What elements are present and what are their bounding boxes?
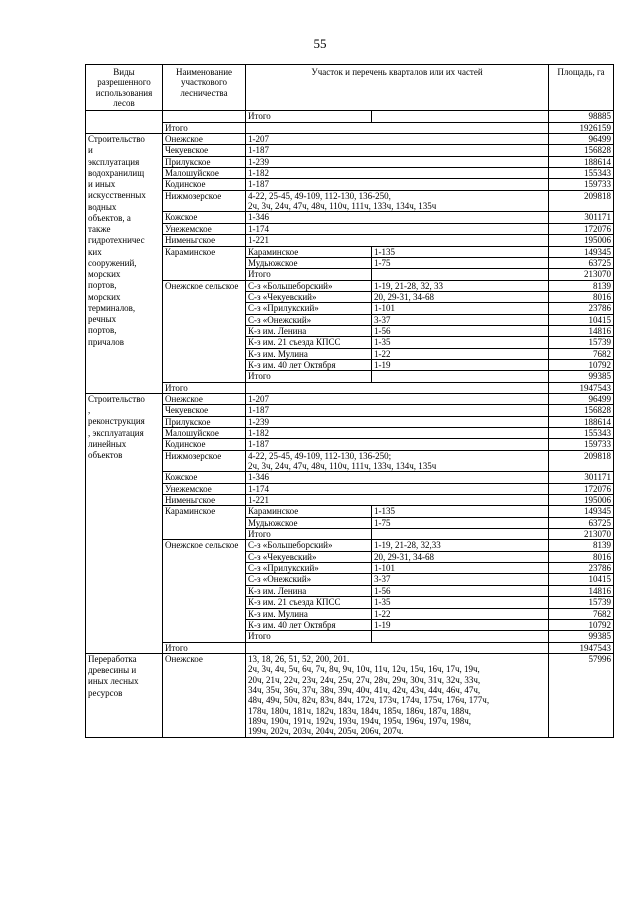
area-value: 23786 <box>549 563 614 574</box>
quarters-cell <box>246 235 549 246</box>
itogo-label: Итого <box>163 122 246 133</box>
area-value: 156828 <box>549 405 614 416</box>
table-row <box>86 223 614 234</box>
table-row <box>86 405 614 416</box>
forestry-name: Кожское <box>163 472 246 483</box>
area-value: 188614 <box>549 416 614 427</box>
quarters-text: 189ч, 190ч, 191ч, 192ч, 193ч, 194ч, 195ч, 196ч, 197ч, 198ч, <box>248 715 472 726</box>
total-row <box>86 382 614 393</box>
area-value: 195006 <box>549 235 614 246</box>
empty-cell <box>372 371 549 382</box>
area-value: 155343 <box>549 428 614 439</box>
empty-cell <box>246 382 549 393</box>
area-value: 301171 <box>549 472 614 483</box>
area-value: 155343 <box>549 168 614 179</box>
table-row <box>86 506 614 517</box>
area-value: 156828 <box>549 145 614 156</box>
site-name: К-з им. Ленина <box>246 585 372 596</box>
quarters-text: 1-187 <box>248 179 269 190</box>
forestry-name: Караминское <box>163 246 246 280</box>
forestry-name: Кодинское <box>163 439 246 450</box>
area-value: 172076 <box>549 483 614 494</box>
table-row <box>86 111 614 122</box>
quarters-text: 2ч, 3ч, 24ч, 47ч, 48ч, 110ч, 111ч, 133ч, 134ч, 135ч <box>248 201 437 212</box>
table-row <box>86 472 614 483</box>
area-value: 96499 <box>549 393 614 404</box>
quarters-cell: 20, 29-31, 34-68 <box>372 551 549 562</box>
quarters-text: 1-346 <box>248 212 269 223</box>
forestry-name: Нижмозерское <box>163 190 246 212</box>
area-value: 149345 <box>549 246 614 257</box>
site-name: К-з им. Ленина <box>246 325 372 336</box>
itogo-label: Итого <box>246 269 372 280</box>
use-type-line: линейных <box>88 438 127 449</box>
quarters-cell: 3-37 <box>372 574 549 585</box>
area-value: 14816 <box>549 585 614 596</box>
quarters-text: 1-187 <box>248 439 269 450</box>
empty-cell <box>372 529 549 540</box>
quarters-cell: 1-135 <box>372 246 549 257</box>
area-value: 213070 <box>549 529 614 540</box>
quarters-text: 4-22, 25-45, 49-109, 112-130, 136-250, <box>248 190 391 201</box>
quarters-text: 1-174 <box>248 483 269 494</box>
area-value: 98885 <box>549 111 614 122</box>
use-type-line: также <box>88 224 111 235</box>
empty-cell <box>372 631 549 642</box>
itogo-label: Итого <box>246 111 372 122</box>
quarters-cell: 3-37 <box>372 314 549 325</box>
site-name: С-з «Чекуевский» <box>246 551 372 562</box>
use-type-line: сооружений, <box>88 257 137 268</box>
use-type-cell <box>86 134 163 394</box>
area-value: 195006 <box>549 495 614 506</box>
quarters-text: 1-239 <box>248 416 269 427</box>
use-type-line: эксплуатация <box>88 156 140 167</box>
quarters-text: 1-207 <box>248 393 269 404</box>
site-name: К-з им. Мулина <box>246 608 372 619</box>
quarters-cell: 1-75 <box>372 517 549 528</box>
area-value: 99385 <box>549 371 614 382</box>
area-value: 1926159 <box>549 122 614 133</box>
area-value: 63725 <box>549 517 614 528</box>
site-name: Караминское <box>246 506 372 517</box>
quarters-cell: 1-19 <box>372 619 549 630</box>
quarters-text: 1-182 <box>248 168 269 179</box>
area-value: 1947543 <box>549 382 614 393</box>
quarters-cell <box>246 405 549 416</box>
quarters-cell: 1-35 <box>372 597 549 608</box>
quarters-cell: 1-19 <box>372 359 549 370</box>
quarters-text: 2ч, 3ч, 24ч, 47ч, 48ч, 110ч, 111ч, 133ч, 134ч, 135ч <box>248 461 437 472</box>
use-type-line: реконструкция <box>88 416 145 427</box>
quarters-cell <box>246 134 549 145</box>
use-type-line: и иных <box>88 179 116 190</box>
site-name: С-з «Онежский» <box>246 574 372 585</box>
forestry-name: Прилукское <box>163 156 246 167</box>
table-row <box>86 235 614 246</box>
empty-cell <box>86 111 163 134</box>
use-type-line: гидротехничес <box>88 235 145 246</box>
site-name: Мудьюжское <box>246 257 372 268</box>
table-row <box>86 212 614 223</box>
quarters-cell <box>246 495 549 506</box>
area-value: 301171 <box>549 212 614 223</box>
quarters-cell: 1-135 <box>372 506 549 517</box>
quarters-text: 20ч, 21ч, 22ч, 23ч, 24ч, 25ч, 27ч, 28ч, 29ч, 30ч, 31ч, 32ч, 33ч, <box>248 674 481 685</box>
table-row <box>86 122 614 133</box>
area-value: 7682 <box>549 348 614 359</box>
quarters-text: 1-221 <box>248 235 269 246</box>
use-type-line: Строительство <box>88 134 145 145</box>
quarters-cell <box>246 145 549 156</box>
use-type-line: искусственных <box>88 190 146 201</box>
area-value: 10415 <box>549 574 614 585</box>
area-value: 188614 <box>549 156 614 167</box>
quarters-cell: 1-56 <box>372 325 549 336</box>
quarters-cell <box>246 472 549 483</box>
area-value: 209818 <box>549 190 614 212</box>
table-row <box>86 540 614 551</box>
site-name: К-з им. 21 съезда КПСС <box>246 337 372 348</box>
total-row <box>86 642 614 653</box>
forestry-name: Малошуйское <box>163 428 246 439</box>
forestry-name: Чекуевское <box>163 405 246 416</box>
site-name: С-з «Чекуевский» <box>246 291 372 302</box>
quarters-cell <box>246 179 549 190</box>
table-row <box>86 483 614 494</box>
table-row <box>86 156 614 167</box>
forestry-name: Малошуйское <box>163 168 246 179</box>
site-name: Мудьюжское <box>246 517 372 528</box>
site-name: К-з им. 40 лет Октября <box>246 359 372 370</box>
itogo-label: Итого <box>246 529 372 540</box>
forestry-name: Унежемское <box>163 483 246 494</box>
quarters-text: 199ч, 202ч, 203ч, 204ч, 205ч, 206ч, 207ч. <box>248 726 404 737</box>
quarters-cell: 20, 29-31, 34-68 <box>372 291 549 302</box>
site-name: С-з «Прилукский» <box>246 563 372 574</box>
area-value: 15739 <box>549 337 614 348</box>
quarters-cell <box>246 393 549 404</box>
itogo-label: Итого <box>246 631 372 642</box>
quarters-text: 34ч, 35ч, 36ч, 37ч, 38ч, 39ч, 40ч, 41ч, 42ч, 43ч, 44ч, 46ч, 47ч, <box>248 684 481 695</box>
table-row <box>86 246 614 257</box>
use-type-line: , <box>88 405 91 416</box>
empty-cell <box>163 111 246 122</box>
quarters-cell: 1-19, 21-28, 32, 33 <box>372 280 549 291</box>
forest-use-table <box>85 64 614 738</box>
quarters-cell <box>246 212 549 223</box>
quarters-text: 1-346 <box>248 472 269 483</box>
area-value: 15739 <box>549 597 614 608</box>
header-row <box>86 65 614 111</box>
use-type-line: водохранилищ <box>88 167 145 178</box>
table-row <box>86 428 614 439</box>
forestry-name: Онежское сельское <box>163 280 246 382</box>
site-name: К-з им. 40 лет Октября <box>246 619 372 630</box>
quarters-text: 1-182 <box>248 428 269 438</box>
quarters-text: 13, 18, 26, 51, 52, 200, 201. <box>248 653 350 664</box>
use-type-line: портов, <box>88 325 117 336</box>
quarters-cell: 1-19, 21-28, 32,33 <box>372 540 549 551</box>
use-type-line: Строительство <box>88 393 145 404</box>
area-value: 10792 <box>549 619 614 630</box>
table-row <box>86 168 614 179</box>
quarters-cell: 1-75 <box>372 257 549 268</box>
use-type-line: и <box>88 145 93 156</box>
area-value: 213070 <box>549 269 614 280</box>
quarters-text: 2ч, 3ч, 4ч, 5ч, 6ч, 7ч, 8ч, 9ч, 10ч, 11ч, 12ч, 15ч, 16ч, 17ч, 19ч, <box>248 664 480 675</box>
quarters-text: 4-22, 25-45, 49-109, 112-130, 136-250; <box>248 450 392 461</box>
use-type-line: речных <box>88 314 117 325</box>
use-type-line: морских <box>88 269 121 280</box>
empty-cell <box>372 111 549 122</box>
area-value: 23786 <box>549 303 614 314</box>
forestry-name: Нижмозерское <box>163 450 246 472</box>
empty-cell <box>246 642 549 653</box>
quarters-cell: 1-101 <box>372 563 549 574</box>
empty-cell <box>246 122 549 133</box>
use-type-line: ресурсов <box>88 687 123 698</box>
itogo-label: Итого <box>246 371 372 382</box>
area-value: 159733 <box>549 439 614 450</box>
use-type-line: водных <box>88 201 117 212</box>
area-value: 14816 <box>549 325 614 336</box>
area-value: 63725 <box>549 257 614 268</box>
table-row <box>86 439 614 450</box>
forestry-name: Прилукское <box>163 416 246 427</box>
quarters-text: 1-174 <box>248 223 269 234</box>
area-value: 8139 <box>549 280 614 291</box>
forestry-name: Караминское <box>163 506 246 540</box>
table-row <box>86 450 614 472</box>
table-row <box>86 145 614 156</box>
table-body <box>86 111 614 737</box>
area-value: 159733 <box>549 179 614 190</box>
use-type-line: объектов <box>88 450 123 461</box>
use-type-line: морских <box>88 291 121 302</box>
site-name: Караминское <box>246 246 372 257</box>
header-forestry-name: Наименование участкового лесничества <box>163 65 246 111</box>
quarters-cell: 1-22 <box>372 608 549 619</box>
quarters-text: 1-207 <box>248 134 269 145</box>
quarters-cell <box>246 168 549 179</box>
itogo-label: Итого <box>163 642 246 653</box>
header-quarters: Участок и перечень кварталов или их частей <box>246 65 549 111</box>
area-value: 1947543 <box>549 642 614 653</box>
quarters-text: 1-239 <box>248 156 269 167</box>
area-value: 8139 <box>549 540 614 551</box>
forestry-name: Унежемское <box>163 223 246 234</box>
quarters-cell: 1-101 <box>372 303 549 314</box>
site-name: К-з им. 21 съезда КПСС <box>246 597 372 608</box>
use-type-line: терминалов, <box>88 302 136 313</box>
quarters-cell <box>246 428 549 439</box>
use-type-line: портов, <box>88 280 117 291</box>
forestry-name: Онежское сельское <box>163 540 246 642</box>
empty-cell <box>372 269 549 280</box>
site-name: К-з им. Мулина <box>246 348 372 359</box>
use-type-line: , эксплуатация <box>88 427 144 438</box>
table-row <box>86 416 614 427</box>
area-value: 149345 <box>549 506 614 517</box>
use-type-line: Переработка <box>88 653 137 664</box>
forestry-name: Кодинское <box>163 179 246 190</box>
area-value: 99385 <box>549 631 614 642</box>
table-row <box>86 393 614 404</box>
area-value: 209818 <box>549 450 614 472</box>
area-value: 172076 <box>549 223 614 234</box>
quarters-cell <box>246 156 549 167</box>
use-type-line: объектов, а <box>88 212 131 223</box>
area-value: 57996 <box>549 653 614 737</box>
forestry-name: Онежское <box>163 393 246 404</box>
quarters-text: 1-187 <box>248 145 269 156</box>
quarters-text: 178ч, 180ч, 181ч, 182ч, 183ч, 184ч, 185ч, 186ч, 187ч, 188ч, <box>248 705 472 716</box>
quarters-cell <box>246 450 549 472</box>
use-type-line: причалов <box>88 336 124 347</box>
site-name: С-з «Онежский» <box>246 314 372 325</box>
area-value: 96499 <box>549 134 614 145</box>
header-area: Площадь, га <box>549 65 614 111</box>
itogo-label: Итого <box>163 382 246 393</box>
forestry-name: Нименьгское <box>163 235 246 246</box>
forestry-name: Чекуевское <box>163 145 246 156</box>
quarters-text: 48ч, 49ч, 50ч, 82ч, 83ч, 84ч, 172ч, 173ч, 174ч, 175ч, 176ч, 177ч, <box>248 695 490 706</box>
quarters-cell: 1-35 <box>372 337 549 348</box>
use-type-cell <box>86 393 163 653</box>
area-value: 8016 <box>549 551 614 562</box>
area-value: 8016 <box>549 291 614 302</box>
quarters-cell <box>246 439 549 450</box>
forestry-name: Онежское <box>163 134 246 145</box>
quarters-cell <box>246 416 549 427</box>
forestry-name: Онежское <box>163 653 246 737</box>
quarters-cell <box>246 653 549 737</box>
use-type-cell <box>86 653 163 737</box>
quarters-text: 1-187 <box>248 405 269 416</box>
area-value: 7682 <box>549 608 614 619</box>
page-number: 55 <box>313 36 327 51</box>
quarters-cell: 1-56 <box>372 585 549 596</box>
site-name: С-з «Большеборский» <box>246 540 372 551</box>
table-row <box>86 190 614 212</box>
quarters-cell: 1-22 <box>372 348 549 359</box>
quarters-text: 1-221 <box>248 495 269 506</box>
area-value: 10415 <box>549 314 614 325</box>
quarters-cell <box>246 483 549 494</box>
quarters-cell <box>246 190 549 212</box>
table-row <box>86 280 614 291</box>
quarters-cell <box>246 223 549 234</box>
use-type-line: древесины и <box>88 665 137 676</box>
site-name: С-з «Прилукский» <box>246 303 372 314</box>
table-row <box>86 653 614 737</box>
use-type-line: иных лесных <box>88 676 139 687</box>
header-use-type: Виды разрешенного использования лесов <box>86 65 163 111</box>
forestry-name: Кожское <box>163 212 246 223</box>
table-row <box>86 179 614 190</box>
table-row <box>86 495 614 506</box>
table-row <box>86 134 614 145</box>
site-name: С-з «Большеборский» <box>246 280 372 291</box>
area-value: 10792 <box>549 359 614 370</box>
use-type-line: ких <box>88 246 102 257</box>
forestry-name: Нименьгское <box>163 495 246 506</box>
